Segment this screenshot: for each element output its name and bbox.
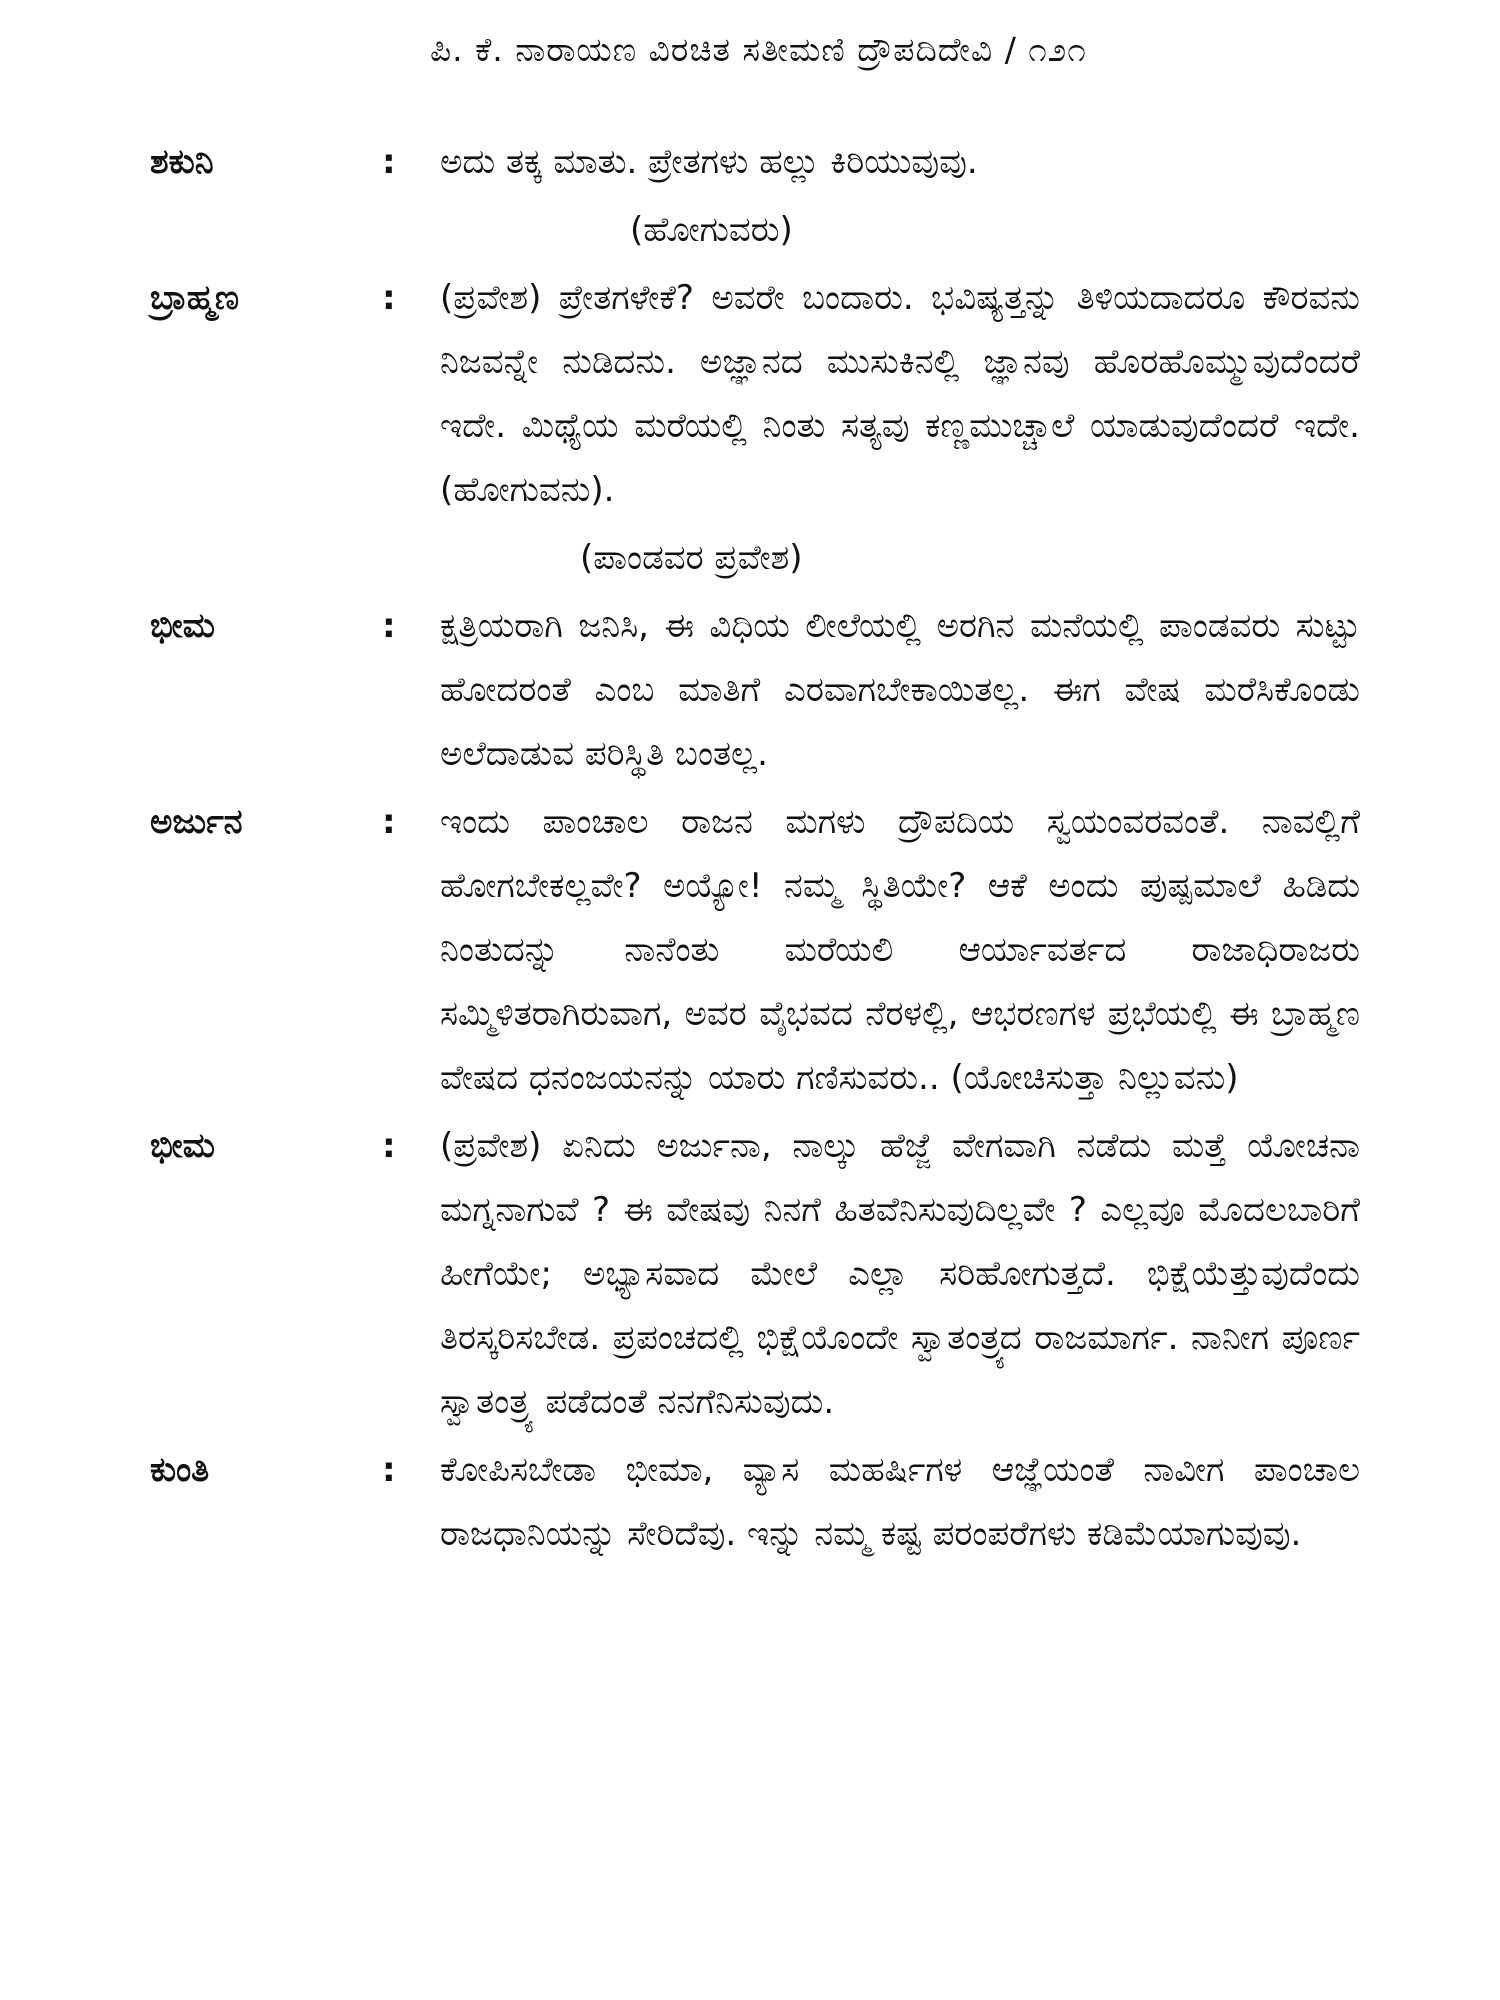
dialogue-text: ಅದು ತಕ್ಕ ಮಾತು. ಪ್ರೇತಗಳು ಹಲ್ಲು ಕಿರಿಯುವುವು. [440,142,978,182]
speaker-colon: : [382,802,396,842]
speaker-colon: : [382,1450,396,1490]
speaker-colon: : [382,606,396,646]
speaker-colon: : [382,142,396,182]
dialogue-text: (ಪ್ರವೇಶ) ಏನಿದು ಅರ್ಜುನಾ, ನಾಲ್ಕು ಹೆಜ್ಜೆ ವೇಗವಾಗಿ ನಡೆದು ಮತ್ತೆ ಯೋಚನಾ ಮಗ್ನನಾಗುವೆ ? ಈ ವೇಷವು ನಿನಗೆ ಹಿತವೆನಿಸುವುದಿಲ್ಲವೇ ? ಎಲ್ಲವೂ ಮೊದಲಬಾರಿಗೆ ಹೀಗೆಯೇ; ಅಭ್ಯಾಸವಾದ ಮೇಲೆ ಎಲ್ಲಾ ಸರಿಹೋಗುತ್ತದೆ. ಭಿಕ್ಷೆಯೆತ್ತುವುದೆಂದು ತಿರಸ್ಕರಿಸಬೇಡ. ಪ್ರಪಂಚದಲ್ಲಿ ಭಿಕ್ಷೆಯೊಂದೇ ಸ್ವಾತಂತ್ರ್ಯದ ರಾಜಮಾರ್ಗ. ನಾನೀಗ ಪೂರ್ಣ ಸ್ವಾತಂತ್ರ್ಯ ಪಡೆದಂತೆ ನನಗೆನಿಸುವುದು. [440,1126,1360,1422]
speaker-name: ಅರ್ಜುನ [150,802,243,842]
stage-direction: (ಹೋಗುವರು) [630,210,793,250]
speaker-colon: : [382,1126,396,1166]
dialogue-entry-shakuni [0,130,1500,194]
dialogue-text: ಕ್ಷತ್ರಿಯರಾಗಿ ಜನಿಸಿ, ಈ ವಿಧಿಯ ಲೀಲೆಯಲ್ಲಿ ಅರಗಿನ ಮನೆಯಲ್ಲಿ ಪಾಂಡವರು ಸುಟ್ಟು ಹೋದರಂತೆ ಎಂಬ ಮಾತಿಗೆ ಎರವಾಗಬೇಕಾಯಿತಲ್ಲ. ಈಗ ವೇಷ ಮರೆಸಿಕೊಂಡು ಅಲೆದಾಡುವ ಪರಿಸ್ಥಿತಿ ಬಂತಲ್ಲ. [440,606,1360,774]
dialogue-entry-arjuna [0,790,1500,1110]
dialogue-text: ಕೋಪಿಸಬೇಡಾ ಭೀಮಾ, ವ್ಯಾಸ ಮಹರ್ಷಿಗಳ ಆಜ್ಞೆಯಂತೆ ನಾವೀಗ ಪಾಂಚಾಲ ರಾಜಧಾನಿಯನ್ನು ಸೇರಿದೆವು. ಇನ್ನು ನಮ್ಮ ಕಷ್ಟ ಪರಂಪರೆಗಳು ಕಡಿಮೆಯಾಗುವುವು. [440,1450,1360,1554]
stage-direction: (ಪಾಂಡವರ ಪ್ರವೇಶ) [580,538,803,578]
dialogue-entry-kunti [0,1438,1500,1566]
speaker-name: ಬ್ರಾಹ್ಮಣ [150,278,240,318]
speaker-name: ಶಕುನಿ [150,142,214,182]
speaker-name: ಭೀಮ [150,606,215,646]
play-script [0,130,1500,1570]
speaker-name: ಕುಂತಿ [150,1450,210,1490]
dialogue-entry-bheema-1 [0,594,1500,786]
dialogue-text: ಇಂದು ಪಾಂಚಾಲ ರಾಜನ ಮಗಳು ದ್ರೌಪದಿಯ ಸ್ವಯಂವರವಂತೆ. ನಾವಲ್ಲಿಗೆ ಹೋಗಬೇಕಲ್ಲವೇ? ಅಯ್ಯೋ! ನಮ್ಮ ಸ್ಥಿತಿಯೇ? ಆಕೆ ಅಂದು ಪುಷ್ಪಮಾಲೆ ಹಿಡಿದು ನಿಂತುದನ್ನು ನಾನೆಂತು ಮರೆಯಲಿ ಆರ್ಯಾವರ್ತದ ರಾಜಾಧಿರಾಜರು ಸಮ್ಮಿಳಿತರಾಗಿರುವಾಗ, ಅವರ ವೈಭವದ ನೆರಳಲ್ಲಿ, ಆಭರಣಗಳ ಪ್ರಭೆಯಲ್ಲಿ ಈ ಬ್ರಾಹ್ಮಣ ವೇಷದ ಧನಂಜಯನನ್ನು ಯಾರು ಗಣಿಸುವರು.. (ಯೋಚಿಸುತ್ತಾ ನಿಲ್ಲುವನು) [440,802,1360,1098]
dialogue-entry-brahmana [0,266,1500,522]
speaker-colon: : [382,278,396,318]
dialogue-entry-bheema-2 [0,1114,1500,1434]
speaker-name: ಭೀಮ [150,1126,215,1166]
dialogue-text: (ಪ್ರವೇಶ) ಪ್ರೇತಗಳೇಕೆ? ಅವರೇ ಬಂದಾರು. ಭವಿಷ್ಯತ್ತನ್ನು ತಿಳಿಯದಾದರೂ ಕೌರವನು ನಿಜವನ್ನೇ ನುಡಿದನು. ಅಜ್ಞಾನದ ಮುಸುಕಿನಲ್ಲಿ ಜ್ಞಾನವು ಹೊರಹೊಮ್ಮುವುದೆಂದರೆ ಇದೇ. ಮಿಥ್ಯೆಯ ಮರೆಯಲ್ಲಿ ನಿಂತು ಸತ್ಯವು ಕಣ್ಣಮುಚ್ಚಾಲೆ ಯಾಡುವುದೆಂದರೆ ಇದೇ. (ಹೋಗುವನು). [440,278,1360,510]
running-header: ಪಿ. ಕೆ. ನಾರಾಯಣ ವಿರಚಿತ ಸತೀಮಣಿ ದ್ರೌಪದಿದೇವಿ / ೧೨೧ [430,30,1087,69]
